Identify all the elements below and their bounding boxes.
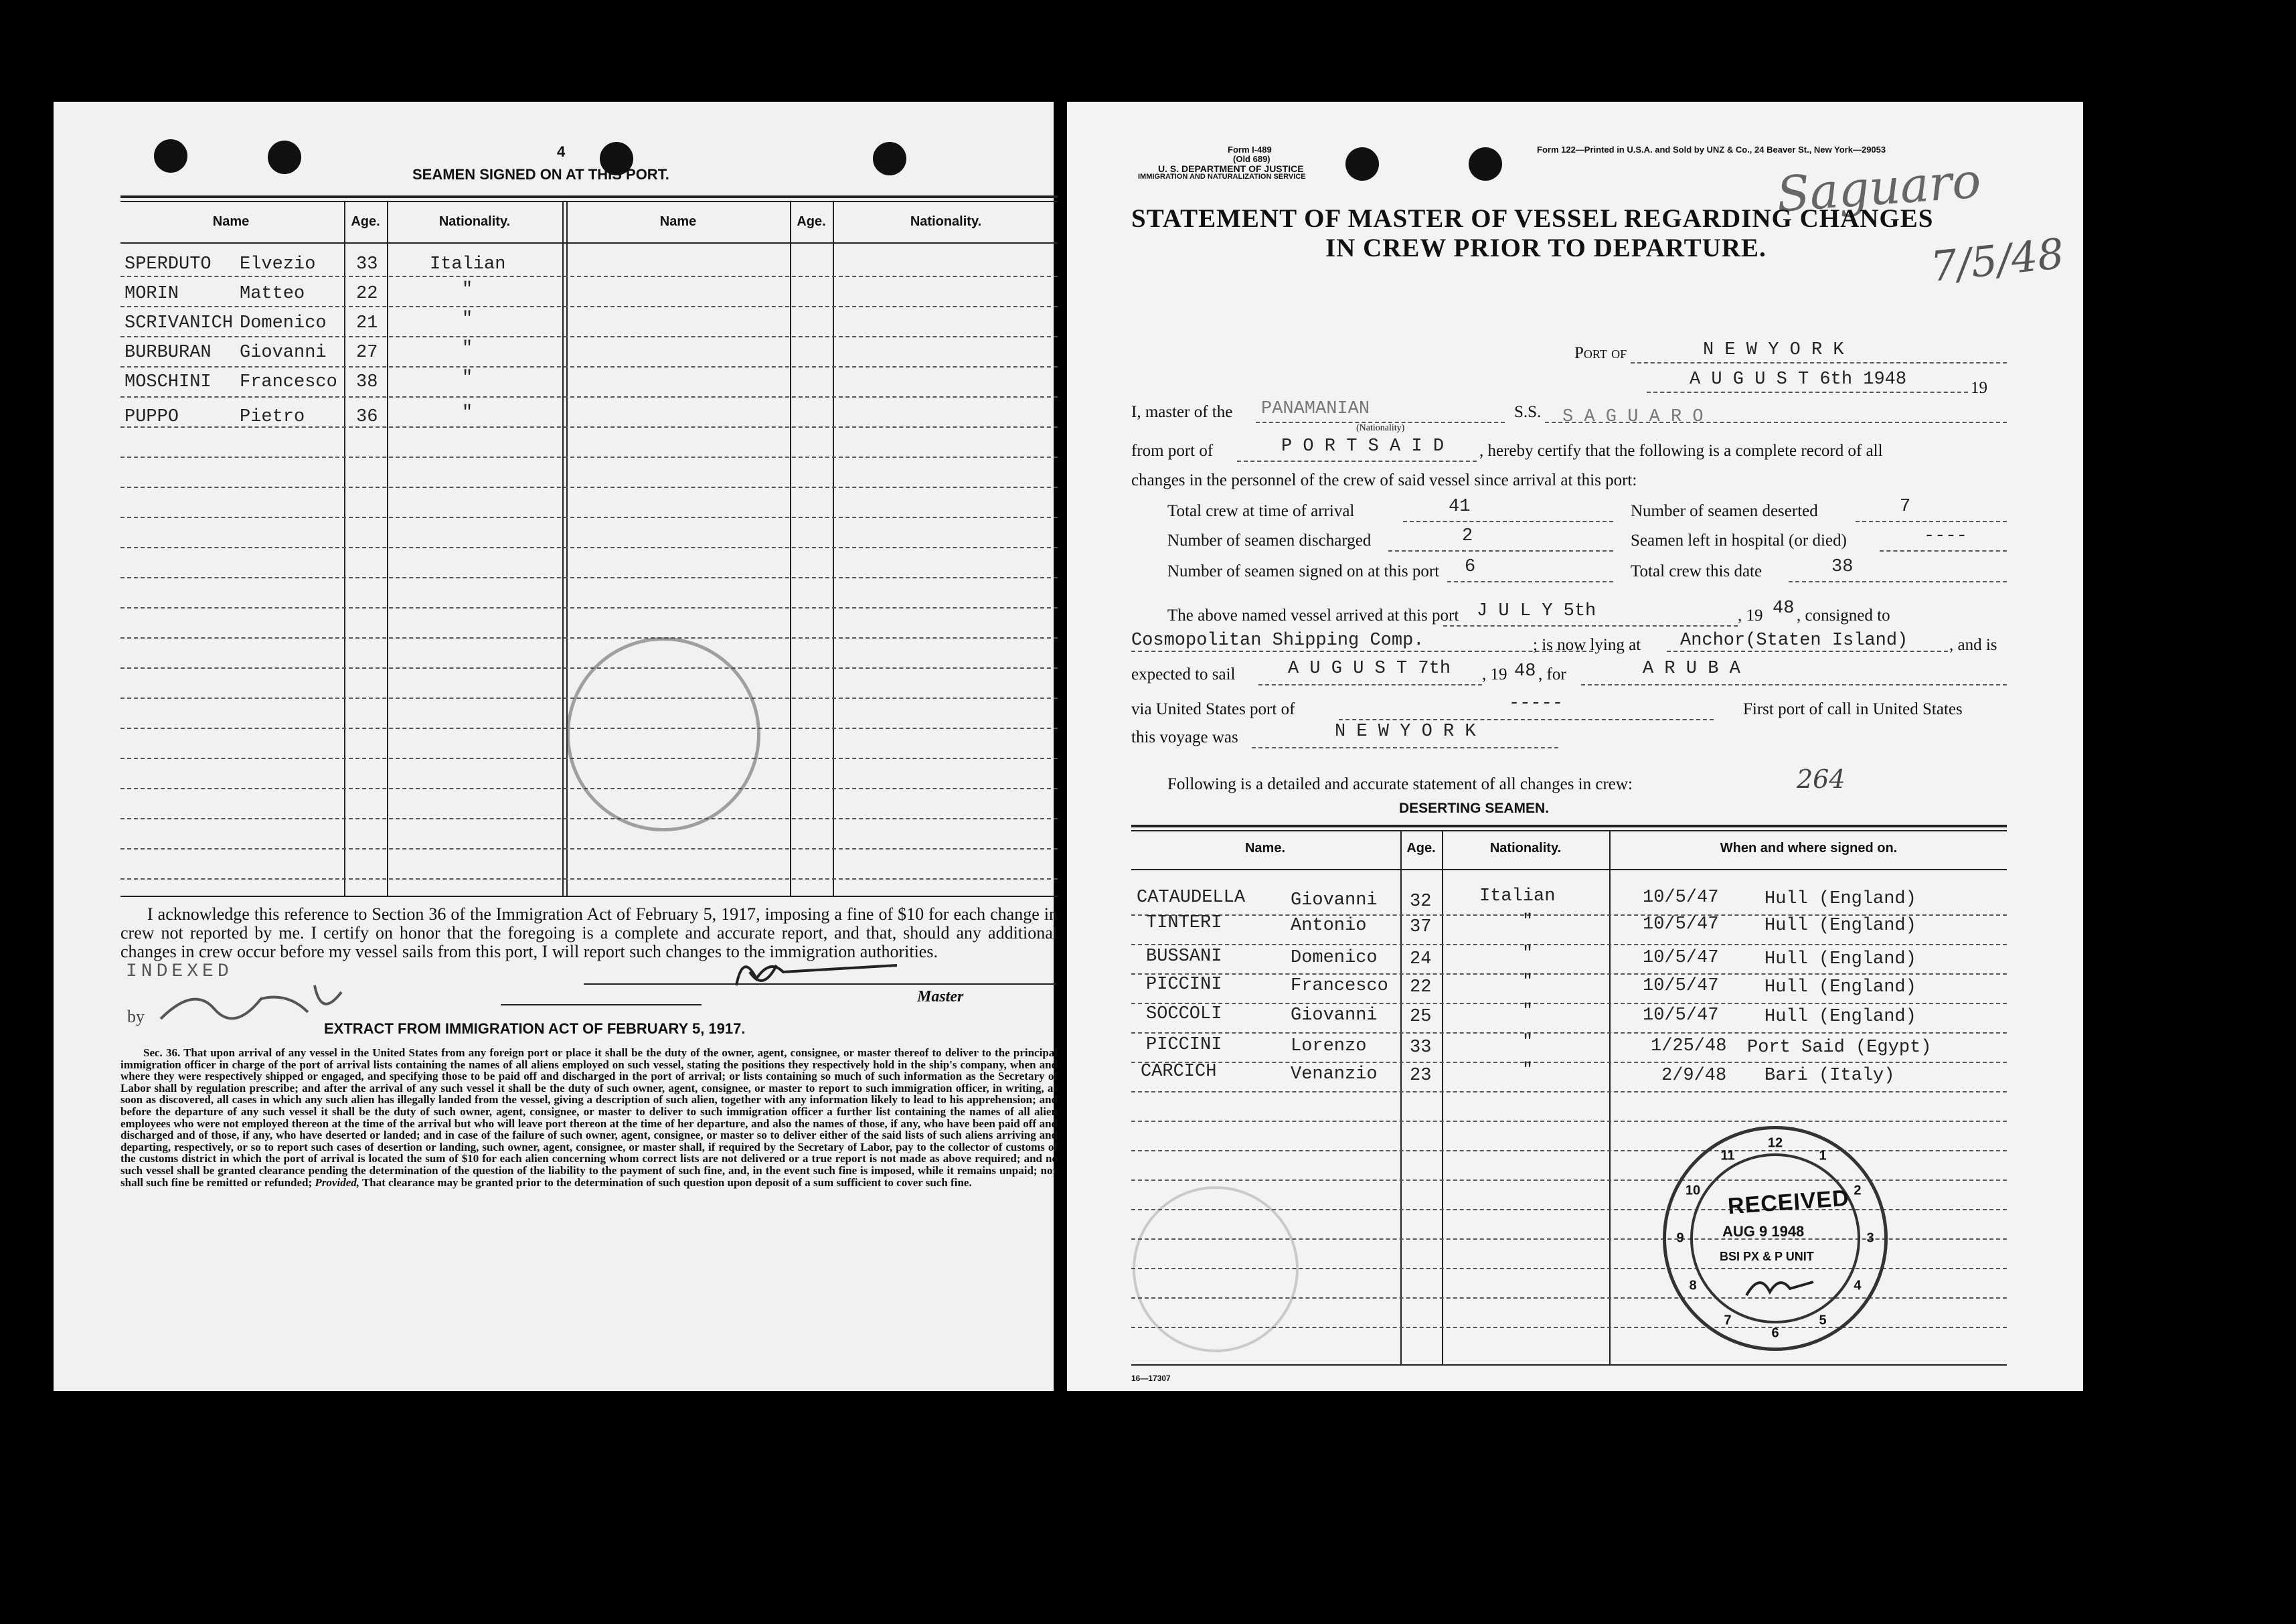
deserter-signed-place: Hull (England): [1765, 949, 1916, 969]
date-value: A U G U S T 6th 1948: [1690, 370, 1907, 390]
deserter-surname: CATAUDELLA: [1137, 888, 1246, 908]
seaman-surname: MORIN: [125, 284, 179, 304]
deserter-nationality: ": [1522, 1060, 1534, 1080]
punch-hole: [268, 141, 301, 174]
hospital-label: Seamen left in hospital (or died): [1631, 532, 1847, 550]
total-date-value: 38: [1831, 557, 1854, 577]
col-header-nationality-2: Nationality.: [910, 214, 982, 229]
deserter-signed-date: 10/5/47: [1643, 914, 1719, 935]
from-port-value: P O R T S A I D: [1281, 436, 1445, 457]
vessel-nationality: PANAMANIAN: [1261, 399, 1370, 419]
col-header-name-2: Name: [659, 214, 697, 229]
hospital-value: ----: [1924, 526, 1967, 546]
arrived-year-prefix: , 19: [1738, 606, 1763, 625]
col-header-name: Name.: [1244, 841, 1286, 856]
total-date-label: Total crew this date: [1631, 562, 1762, 580]
deserter-given-name: Venanzio: [1291, 1064, 1378, 1084]
deserter-nationality: ": [1522, 972, 1534, 992]
signed-on-title: SEAMEN SIGNED ON AT THIS PORT.: [412, 166, 669, 183]
received-stamp-faint: [566, 637, 760, 831]
deserter-age: 23: [1410, 1066, 1432, 1086]
deserting-title: DESERTING SEAMEN.: [1399, 801, 1550, 816]
handwritten-number: 264: [1797, 764, 1846, 794]
seaman-given-name: Domenico: [240, 313, 327, 333]
seaman-nationality: ": [462, 403, 473, 423]
stamp-initials: [1740, 1269, 1820, 1302]
handwritten-ship-name: Saguaro: [1775, 152, 1983, 223]
for-label: , for: [1538, 665, 1566, 683]
indexed-stamp: INDEXED: [126, 961, 233, 982]
total-crew-arrival-label: Total crew at time of arrival: [1167, 502, 1355, 520]
stamp-ring-number: 12: [1767, 1135, 1783, 1151]
stamp-received-text: RECEIVED: [1726, 1185, 1850, 1220]
following-label: Following is a detailed and accurate statement of all changes in crew:: [1167, 775, 1633, 793]
footer-code: 16—17307: [1131, 1374, 1171, 1383]
port-of-label: Port of: [1574, 344, 1627, 362]
stamp-ring-number: 9: [1676, 1230, 1684, 1246]
stamp-ring-number: 1: [1819, 1148, 1827, 1163]
ss-label: S.S.: [1514, 403, 1542, 421]
for-value: A R U B A: [1643, 659, 1740, 679]
col-header-nationality: Nationality.: [438, 214, 511, 229]
sail-year: 48: [1514, 661, 1536, 681]
signed-on-value: 6: [1465, 557, 1476, 577]
seaman-given-name: Pietro: [240, 407, 305, 427]
consignee: Cosmopolitan Shipping Comp.: [1131, 631, 1424, 651]
stamp-ring-number: 4: [1854, 1278, 1862, 1293]
sail-year-prefix: , 19: [1482, 665, 1507, 683]
section-body: That upon arrival of any vessel in the United States from any foreign port or place it shall be the duty of the owner, agent, consignee, or master thereof to deliver to the principal immigration officer in charge of the port of arrival lists containing the names of all aliens employed on such vessel, stating the positions they respectively hold in the ship's company, when and where they were respectively shipped or engaged, and specifying those to be paid off and discharged in the port of arrival; or lists containing so much of such information as the Secretary of Labor shall by regulation prescribe; and after the arrival of any such vessel it shall be the duty of such owner, agent, consignee, or master to report to such immigration officer, in writing, as soon as discovered, all cases in which any such alien has illegally landed from the vessel, giving a description of such alien, together with any information likely to lead to his apprehension; and before the departure of any such vessel it shall be the duty of such owner, agent, consignee, or master to deliver to such immigration officer a further list containing the names of all alien employees who were not employed thereon at the time of the arrival but who will leave port thereon at the time of her departure, and also the names of those, if any, who have been paid off and discharged and of those, if any, who have deserted or landed; and in case of the failure of such owner, agent, consignee, or master so to deliver either of the said lists of such aliens arriving and departing, respectively, or so to report such cases of desertion or landing, such owner, agent, consignee, or master shall, if required by the Secretary of Labor, pay to the collector of customs of the customs district in which the port of arrival is located the sum of $10 for each alien concerning whom correct lists are not delivered or a true report is not made as above required; and no such vessel shall be granted clearance pending the determination of the question of the liability to the payment of such fine, and, in the event such fine is imposed, while it remains unpaid; nor shall such fine be remitted or refunded;: [120, 1046, 1058, 1189]
right-page: [1067, 102, 2083, 1391]
expected-value: A U G U S T 7th: [1288, 659, 1451, 679]
stamp-ring-number: 6: [1771, 1325, 1779, 1341]
seaman-given-name: Giovanni: [240, 343, 327, 363]
seaman-surname: PUPPO: [125, 407, 179, 427]
deserter-age: 33: [1410, 1038, 1432, 1058]
deserter-nationality: ": [1522, 1001, 1534, 1022]
printer-line: Form 122—Printed in U.S.A. and Sold by UNZ & Co., 24 Beaver St., New York—29053: [1537, 145, 1886, 155]
stamp-ring-number: 11: [1720, 1148, 1735, 1163]
col-header-signed-on: When and where signed on.: [1720, 841, 1898, 856]
punch-hole: [873, 142, 906, 175]
deserter-signed-date: 1/25/48: [1651, 1036, 1727, 1056]
date-suffix: 19: [1971, 379, 1987, 397]
received-stamp: [1663, 1126, 1888, 1351]
handwritten-date: 7/5/48: [1928, 228, 2066, 292]
form-old-number: (Old 689): [1233, 154, 1270, 164]
deserter-age: 24: [1410, 949, 1432, 969]
deserter-surname: PICCINI: [1146, 975, 1222, 995]
col-header-nationality: Nationality.: [1489, 841, 1562, 856]
discharged-value: 2: [1462, 526, 1473, 546]
seaman-nationality: ": [462, 339, 473, 359]
indexed-by-label: by: [127, 1007, 145, 1026]
col-header-age: Age.: [1406, 841, 1436, 856]
deserter-surname: CARCICH: [1141, 1062, 1217, 1082]
deserter-given-name: Francesco: [1291, 976, 1388, 996]
deserter-signed-date: 10/5/47: [1643, 888, 1719, 908]
punch-hole: [1345, 147, 1379, 181]
first-port-label: First port of call in United States: [1743, 700, 1963, 718]
page-number: 4: [557, 143, 566, 160]
deserter-signed-place: Hull (England): [1765, 889, 1916, 909]
stamp-date: AUG 9 1948: [1722, 1223, 1805, 1240]
seaman-age: 38: [356, 372, 378, 392]
vessel-name: S A G U A R O: [1562, 407, 1704, 427]
expected-label: expected to sail: [1131, 665, 1236, 683]
deserter-given-name: Domenico: [1291, 948, 1378, 968]
lying-label: ; is now lying at: [1533, 636, 1641, 654]
deserter-given-name: Giovanni: [1291, 1005, 1378, 1026]
left-page: [54, 102, 1058, 1391]
total-crew-arrival-value: 41: [1449, 497, 1471, 517]
col-header-age-2: Age.: [797, 214, 826, 229]
seaman-nationality: Italian: [430, 254, 506, 274]
deserter-signed-place: Hull (England): [1765, 916, 1916, 936]
extract-title: EXTRACT FROM IMMIGRATION ACT OF FEBRUARY 5, 1917.: [324, 1020, 746, 1037]
master-label: Master: [917, 988, 964, 1005]
section-tail: That clearance may be granted prior to the determination of such question upon deposit of a sum sufficient to cover such fine.: [361, 1175, 972, 1189]
col-header-age: Age.: [351, 214, 380, 229]
section-36-text: [120, 1047, 1058, 1188]
via-label: via United States port of: [1131, 700, 1295, 718]
deserter-signed-place: Bari (Italy): [1765, 1066, 1895, 1086]
seaman-nationality: ": [462, 280, 473, 300]
signed-on-label: Number of seamen signed on at this port: [1167, 562, 1440, 580]
arrived-label: The above named vessel arrived at this port: [1167, 606, 1459, 625]
seaman-given-name: Matteo: [240, 284, 305, 304]
port-of-value: N E W Y O R K: [1703, 340, 1844, 360]
deserter-surname: SOCCOLI: [1146, 1004, 1222, 1024]
deserter-nationality: ": [1522, 944, 1534, 964]
stamp-ring-number: 7: [1724, 1313, 1732, 1328]
deserter-signed-date: 2/9/48: [1661, 1066, 1727, 1086]
seaman-given-name: Francesco: [240, 372, 337, 392]
certify-text: , hereby certify that the following is a complete record of all: [1479, 442, 1883, 460]
deserter-signed-date: 10/5/47: [1643, 1005, 1719, 1026]
stamp-ring-number: 5: [1819, 1313, 1827, 1328]
arrived-year: 48: [1773, 598, 1795, 619]
seaman-surname: MOSCHINI: [125, 372, 212, 392]
section-label: Sec. 36.: [143, 1046, 181, 1059]
consigned-label: , consigned to: [1797, 606, 1890, 625]
deserted-label: Number of seamen deserted: [1631, 502, 1818, 520]
deserter-age: 22: [1410, 977, 1432, 997]
voyage-label: this voyage was: [1131, 728, 1238, 746]
deserter-signed-place: Hull (England): [1765, 977, 1916, 997]
seaman-age: 27: [356, 343, 378, 363]
deserter-signed-date: 10/5/47: [1643, 948, 1719, 968]
lying-value: Anchor(Staten Island): [1680, 631, 1908, 651]
deserter-given-name: Lorenzo: [1291, 1036, 1367, 1056]
received-stamp-faint: [1133, 1186, 1299, 1352]
seaman-age: 21: [356, 313, 378, 333]
seaman-surname: SPERDUTO: [125, 254, 212, 274]
acknowledgement-text: I acknowledge this reference to Section 36 of the Immigration Act of February 5, 1917, imposing a fine of $10 for each change in crew not reported by me. I certify on honor that the foregoing is a complete and accurate report, and that, should any additional changes in crew occur before my vessel sails from this port, I will report such changes to the immigration authorities.: [120, 904, 1058, 961]
col-header-name: Name: [212, 214, 250, 229]
arrived-value: J U L Y 5th: [1477, 601, 1596, 621]
seaman-age: 22: [356, 284, 378, 304]
stamp-ring-number: 10: [1685, 1183, 1701, 1198]
from-port-label: from port of: [1131, 442, 1214, 460]
form-title-line-1: STATEMENT OF MASTER OF VESSEL REGARDING CHANGES: [1131, 204, 1934, 233]
master-of-the-label: I, master of the: [1131, 403, 1233, 421]
deserter-nationality: ": [1522, 912, 1534, 932]
deserter-surname: TINTERI: [1146, 913, 1222, 933]
deserter-surname: PICCINI: [1146, 1035, 1222, 1055]
deserter-signed-date: 10/5/47: [1643, 976, 1719, 996]
deserter-nationality: ": [1522, 1032, 1534, 1052]
seaman-given-name: Elvezio: [240, 254, 316, 274]
form-number: Form I-489: [1228, 145, 1272, 155]
form-title-line-2: IN CREW PRIOR TO DEPARTURE.: [1325, 234, 1767, 262]
seaman-nationality: ": [462, 309, 473, 329]
deserter-signed-place: Port Said (Egypt): [1747, 1038, 1932, 1058]
stamp-ring-number: 2: [1854, 1183, 1862, 1198]
deserter-age: 25: [1410, 1007, 1432, 1027]
deserter-age: 37: [1410, 917, 1432, 937]
seaman-surname: BURBURAN: [125, 343, 212, 363]
master-signature: [723, 945, 924, 999]
via-value: -----: [1509, 694, 1564, 714]
and-is-label: , and is: [1949, 636, 1997, 654]
voyage-value: N E W Y O R K: [1335, 722, 1476, 742]
changes-text: changes in the personnel of the crew of said vessel since arrival at this port:: [1131, 471, 1637, 489]
service-name: IMMIGRATION AND NATURALIZATION SERVICE: [1138, 173, 1306, 181]
deserter-age: 32: [1410, 892, 1432, 912]
seaman-nationality: ": [462, 368, 473, 388]
stamp-ring-number: 3: [1866, 1230, 1874, 1246]
department-name: U. S. DEPARTMENT OF JUSTICE: [1158, 163, 1304, 174]
deserter-given-name: Antonio: [1291, 916, 1367, 936]
seaman-age: 33: [356, 254, 378, 274]
deserter-given-name: Giovanni: [1291, 890, 1378, 910]
deserter-surname: BUSSANI: [1146, 947, 1222, 967]
seaman-age: 36: [356, 407, 378, 427]
punch-hole: [154, 139, 187, 173]
deserted-value: 7: [1900, 497, 1911, 517]
stamp-unit: BSI PX & P UNIT: [1720, 1250, 1814, 1263]
discharged-label: Number of seamen discharged: [1167, 532, 1372, 550]
stamp-ring-number: 8: [1689, 1278, 1697, 1293]
seaman-surname: SCRIVANICH: [125, 313, 234, 333]
nationality-caption: (Nationality): [1356, 423, 1405, 433]
deserter-nationality: Italian: [1479, 886, 1556, 906]
punch-hole: [1469, 147, 1502, 181]
provided-label: Provided,: [315, 1175, 359, 1189]
deserter-signed-place: Hull (England): [1765, 1007, 1916, 1027]
